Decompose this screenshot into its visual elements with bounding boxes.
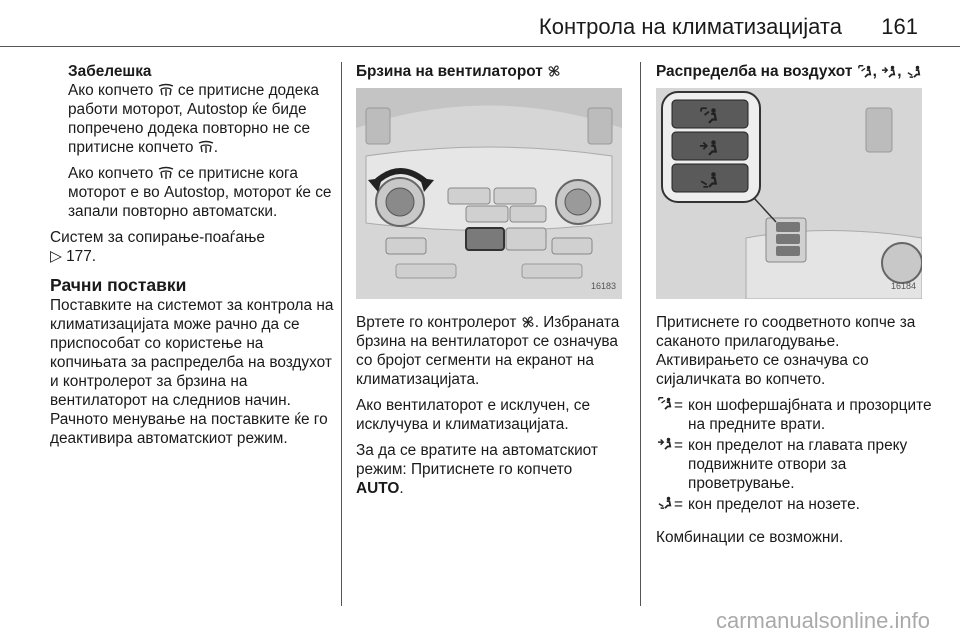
note-box <box>50 62 335 221</box>
eco-button-icon <box>158 83 174 97</box>
note-paragraph: Ако копчето се притисне додека работи моторот, Autostop ќе биде попречено додека повторно не се притисне копчето . <box>68 82 319 156</box>
foot-air-icon <box>906 64 922 78</box>
definition-row: = кон пределот на нозете. <box>656 495 932 514</box>
air-distribution-figure <box>656 88 922 299</box>
paragraph: За да се вратите на автоматскиот режим: Притиснете го копчето AUTO. <box>356 442 598 497</box>
note-paragraph: Ако копчето се притисне кога моторот е во Autostop, моторот ќе се запали повторно автоматски. <box>68 165 332 220</box>
column-right <box>656 62 932 554</box>
windscreen-air-icon <box>857 64 873 78</box>
figure-code: 16183 <box>590 281 616 291</box>
definition-row: = кон шофершајбната и прозорците на предните врати. <box>656 396 932 434</box>
header-rule <box>0 46 960 47</box>
fan-control-illustration <box>356 88 622 299</box>
page-title: Контрола на климатизацијата <box>538 14 842 39</box>
figure-code: 16184 <box>890 281 916 291</box>
paragraph: Комбинации се возможни. <box>656 529 844 546</box>
eco-button-icon <box>198 140 214 154</box>
section-title: Рачни поставки <box>50 275 187 295</box>
fan-speed-heading: Брзина на вентилаторот <box>356 62 634 81</box>
definition-row: = кон пределот на главата преку подвижните отвори за проветрување. <box>656 436 932 493</box>
windscreen-air-icon <box>656 396 674 410</box>
page-header <box>0 0 960 46</box>
air-distribution-illustration <box>656 88 922 299</box>
fan-control-figure <box>356 88 622 299</box>
fan-icon <box>521 315 535 329</box>
column-middle <box>356 62 634 505</box>
foot-air-icon <box>656 495 674 509</box>
paragraph: Притиснете го соодветното копче за саканото прилагодување. Активирањето се означува со сијаличката во копчето. <box>656 314 916 388</box>
fan-icon <box>547 64 561 78</box>
cross-reference: Систем за сопирање-поаѓање ▷ 177. <box>50 229 265 265</box>
eco-button-icon <box>158 166 174 180</box>
paragraph: Вртете го контролерот . Избраната брзина на вентилаторот се означува со бројот сегменти на екранот на климатизацијата. <box>356 314 620 388</box>
air-distribution-heading: Распределба на воздухот , , <box>656 62 932 81</box>
column-left <box>50 62 335 455</box>
column-divider <box>640 62 641 606</box>
page-ref-arrow-icon: ▷ <box>50 248 62 265</box>
note-heading: Забелешка <box>68 63 152 80</box>
head-air-icon <box>656 436 674 450</box>
auto-label: AUTO <box>356 480 400 497</box>
page-ref-link[interactable]: 177. <box>66 248 97 265</box>
column-divider <box>341 62 342 606</box>
head-air-icon <box>881 64 897 78</box>
watermark: carmanualsonline.info <box>715 608 930 633</box>
section-body: Поставките на системот за контрола на климатизацијата може рачно да се приспособат со користење на копчињата за распределба на воздухот и контролерот за брзина на вентилаторот на следниов начин. Рачното менување на поставките ќе го деактивира автоматскиот режим. <box>50 297 334 447</box>
paragraph: Ако вентилаторот е исклучен, се исклучува и климатизацијата. <box>356 397 591 433</box>
page-number: 161 <box>881 14 918 39</box>
